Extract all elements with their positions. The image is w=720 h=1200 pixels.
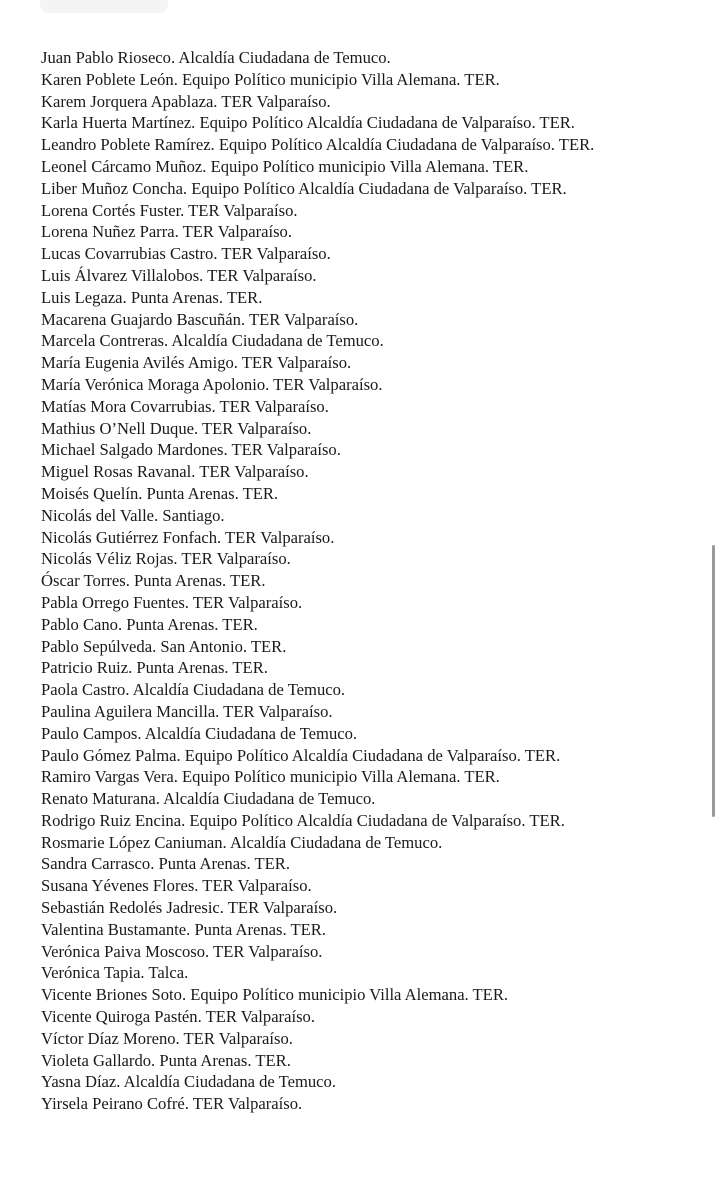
list-item: Renato Maturana. Alcaldía Ciudadana de Temuco.	[41, 789, 376, 809]
list-item: Sandra Carrasco. Punta Arenas. TER.	[41, 854, 291, 874]
list-item: Moisés Quelín. Punta Arenas. TER.	[41, 483, 279, 503]
list-item: Michael Salgado Mardones. TER Valparaíso.	[41, 440, 341, 460]
list-item: Leandro Poblete Ramírez. Equipo Político Alcaldía Ciudadana de Valparaíso. TER.	[41, 135, 595, 155]
list-item: Susana Yévenes Flores. TER Valparaíso.	[41, 876, 312, 896]
list-item: Patricio Ruiz. Punta Arenas. TER.	[41, 658, 268, 678]
list-item: Sebastián Redolés Jadresic. TER Valparaíso.	[41, 898, 338, 918]
list-item: Matías Mora Covarrubias. TER Valparaíso.	[41, 396, 329, 416]
list-item: Lorena Cortés Fuster. TER Valparaíso.	[41, 200, 298, 220]
list-item: Yasna Díaz. Alcaldía Ciudadana de Temuco.	[41, 1072, 336, 1092]
list-item: Luis Legaza. Punta Arenas. TER.	[41, 287, 263, 307]
list-item: Rosmarie López Caniuman. Alcaldía Ciudadana de Temuco.	[41, 832, 443, 852]
list-item: Verónica Tapia. Talca.	[41, 963, 189, 983]
list-item: Nicolás Véliz Rojas. TER Valparaíso.	[41, 549, 291, 569]
list-item: María Eugenia Avilés Amigo. TER Valparaíso.	[41, 353, 352, 373]
list-item: Lorena Nuñez Parra. TER Valparaíso.	[41, 222, 292, 242]
list-item: Óscar Torres. Punta Arenas. TER.	[41, 571, 266, 591]
list-item: Karen Poblete León. Equipo Político municipio Villa Alemana. TER.	[41, 69, 500, 89]
list-item: Víctor Díaz Moreno. TER Valparaíso.	[41, 1028, 293, 1048]
list-item: Paulo Gómez Palma. Equipo Político Alcaldía Ciudadana de Valparaíso. TER.	[41, 745, 561, 765]
top-tab[interactable]	[40, 0, 168, 13]
list-item: María Verónica Moraga Apolonio. TER Valparaíso.	[41, 374, 383, 394]
list-item: Paulo Campos. Alcaldía Ciudadana de Temuco.	[41, 723, 358, 743]
list-item: Nicolás Gutiérrez Fonfach. TER Valparaíso.	[41, 527, 335, 547]
scrollbar[interactable]	[712, 545, 715, 817]
list-item: Mathius O’Nell Duque. TER Valparaíso.	[41, 418, 312, 438]
list-item: Liber Muñoz Concha. Equipo Político Alcaldía Ciudadana de Valparaíso. TER.	[41, 178, 567, 198]
list-item: Violeta Gallardo. Punta Arenas. TER.	[41, 1050, 291, 1070]
list-item: Karla Huerta Martínez. Equipo Político Alcaldía Ciudadana de Valparaíso. TER.	[41, 113, 575, 133]
list-item: Karem Jorquera Apablaza. TER Valparaíso.	[41, 91, 331, 111]
list-item: Paulina Aguilera Mancilla. TER Valparaíso.	[41, 701, 333, 721]
list-item: Pablo Sepúlveda. San Antonio. TER.	[41, 636, 287, 656]
list-item: Marcela Contreras. Alcaldía Ciudadana de Temuco.	[41, 331, 384, 351]
list-item: Macarena Guajardo Bascuñán. TER Valparaíso.	[41, 309, 359, 329]
list-item: Vicente Quiroga Pastén. TER Valparaíso.	[41, 1007, 315, 1027]
list-item: Miguel Rosas Ravanal. TER Valparaíso.	[41, 462, 309, 482]
list-item: Rodrigo Ruiz Encina. Equipo Político Alcaldía Ciudadana de Valparaíso. TER.	[41, 810, 565, 830]
list-item: Pablo Cano. Punta Arenas. TER.	[41, 614, 258, 634]
list-item: Ramiro Vargas Vera. Equipo Político municipio Villa Alemana. TER.	[41, 767, 500, 787]
names-list	[41, 47, 594, 1115]
list-item: Lucas Covarrubias Castro. TER Valparaíso.	[41, 244, 331, 264]
list-item: Pabla Orrego Fuentes. TER Valparaíso.	[41, 592, 303, 612]
list-item: Juan Pablo Rioseco. Alcaldía Ciudadana de Temuco.	[41, 48, 391, 67]
list-item: Vicente Briones Soto. Equipo Político municipio Villa Alemana. TER.	[41, 985, 509, 1005]
list-item: Valentina Bustamante. Punta Arenas. TER.	[41, 919, 326, 939]
list-item: Verónica Paiva Moscoso. TER Valparaíso.	[41, 941, 323, 961]
list-item: Luis Álvarez Villalobos. TER Valparaíso.	[41, 265, 317, 285]
list-item: Leonel Cárcamo Muñoz. Equipo Político municipio Villa Alemana. TER.	[41, 156, 529, 176]
list-item: Yirsela Peirano Cofré. TER Valparaíso.	[41, 1094, 303, 1114]
list-item: Nicolás del Valle. Santiago.	[41, 505, 225, 525]
list-item: Paola Castro. Alcaldía Ciudadana de Temuco.	[41, 680, 346, 700]
